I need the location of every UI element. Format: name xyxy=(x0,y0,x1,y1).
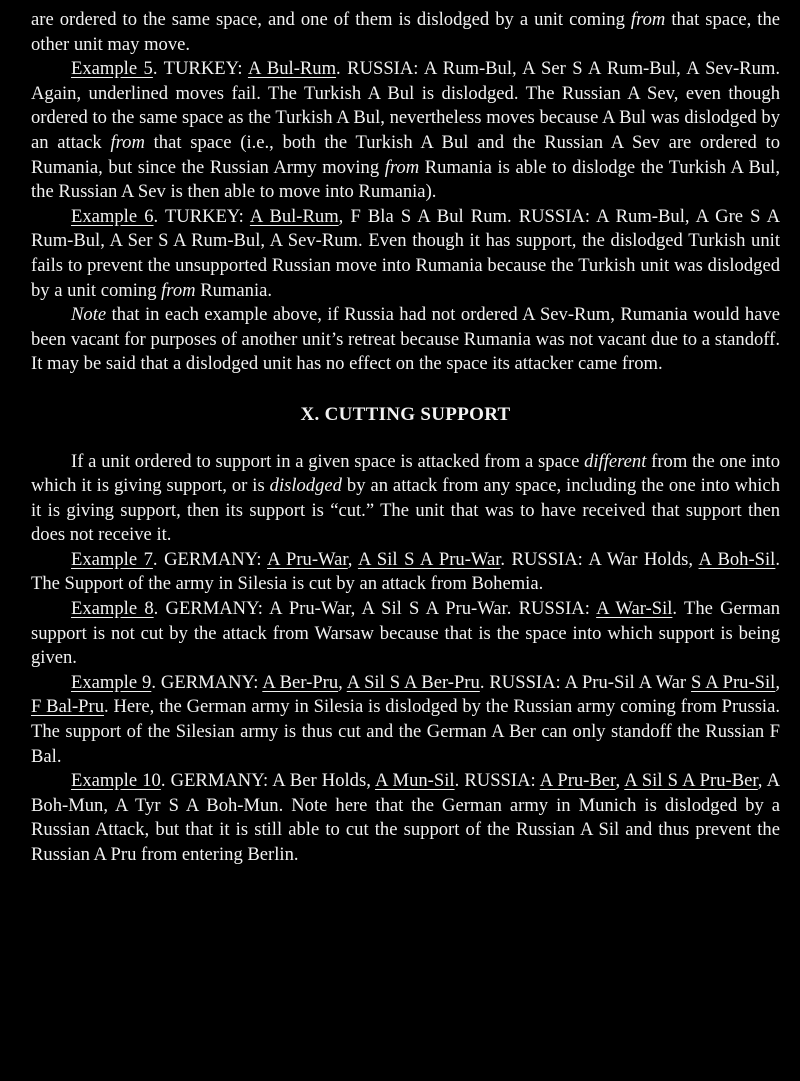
text: . GERMANY: A Pru-War, A Sil S A Pru-War. RUSSIA: xyxy=(153,598,597,620)
text: , xyxy=(615,770,625,792)
order-underlined: A Sil S A Ber-Pru xyxy=(346,671,480,693)
text: . RUSSIA: A Rum-Bul, A Ser S A Rum-Bul, A Sev-Rum. Again, underlined moves fail. The Turkish A Bul is dislodged. The Russian A Sev, even though ordered to the same space as the Turkish A Bul, nevertheless moves because A Bul was dislodged by an attack xyxy=(31,58,780,153)
example-label: Example 9 xyxy=(71,671,152,693)
order-underlined: F Bal-Pru xyxy=(31,696,105,718)
text: that space, the other unit may move. xyxy=(31,9,780,55)
text: . The German support is not cut by the attack from Warsaw because that is the space into which support is being given. xyxy=(31,598,781,669)
example-8 xyxy=(31,597,780,671)
text: . RUSSIA: xyxy=(454,770,540,792)
text: . Here, the German army in Silesia is dislodged by the Russian army coming from Prussia. The support of the Silesian army is thus cut and the German A Ber can only standoff the Russian F Bal. xyxy=(31,696,780,767)
example-label: Example 10 xyxy=(71,770,161,792)
text: . RUSSIA: A War Holds, xyxy=(500,548,699,570)
example-label: Example 7 xyxy=(71,548,153,570)
section-intro xyxy=(31,450,780,548)
order-underlined: A Ber-Pru xyxy=(262,671,339,693)
text: that space (i.e., both the Turkish A Bul and the Russian A Sev are ordered to Rumania, but since the Russian Army moving xyxy=(31,131,781,178)
order-underlined: S A Pru-Sil xyxy=(691,671,776,693)
order-underlined: A Bul-Rum xyxy=(247,58,337,80)
example-label: Example 5 xyxy=(71,58,153,80)
text: Rumania is able to dislodge the Turkish A Bul, the Russian A Sev is then able to move into Rumania). xyxy=(31,156,780,203)
emphasis-from: from xyxy=(630,9,666,30)
text: , F Bla S A Bul Rum. RUSSIA: A Rum-Bul, A Gre S A Rum-Bul, A Ser S A Rum-Bul, A Sev-Rum. Even though it has support, the dislodged Turkish unit fails to prevent the unsupported Russian move into Rumania because the Turkish unit was dislodged by a unit coming xyxy=(31,205,780,301)
emphasis-from: from xyxy=(384,156,420,178)
text: . RUSSIA: A Pru-Sil A War xyxy=(479,671,692,693)
text: . GERMANY: A Ber Holds, xyxy=(160,770,375,792)
emphasis-dislodged: dislodged xyxy=(269,475,342,497)
text: . TURKEY: xyxy=(153,205,250,227)
example-label: Example 6 xyxy=(71,205,154,227)
order-underlined: A Bul-Rum xyxy=(249,205,339,227)
order-underlined: A War-Sil xyxy=(596,598,673,620)
note-paragraph xyxy=(31,303,780,377)
text: by an attack from any space, including the one into which it is giving support, then its support is “cut.” The unit that was to have received that support then does not receive it. xyxy=(31,475,780,546)
order-underlined: A Sil S A Pru-War xyxy=(357,548,501,570)
example-5 xyxy=(31,57,780,205)
emphasis-from: from xyxy=(161,279,196,301)
order-underlined: A Pru-Ber xyxy=(539,770,616,792)
emphasis-different: different xyxy=(584,450,647,472)
text: . GERMANY: xyxy=(151,671,263,693)
text: , xyxy=(347,548,358,570)
text: , xyxy=(338,671,347,693)
order-underlined: A Sil S A Pru-Ber xyxy=(624,770,758,792)
section-heading: X. CUTTING SUPPORT xyxy=(300,403,511,425)
order-underlined: A Boh-Sil xyxy=(698,548,776,570)
text: . The Support of the army in Silesia is cut by an attack from Bohemia. xyxy=(31,548,780,595)
text: are ordered to the same space, and one of them is dislodged by a unit coming xyxy=(31,9,631,30)
example-7 xyxy=(31,548,780,597)
emphasis-from: from xyxy=(110,131,145,153)
paragraph-continuation xyxy=(31,8,780,57)
text: Rumania. xyxy=(195,279,273,301)
text: If a unit ordered to support in a given space is attacked from a space xyxy=(71,450,585,472)
example-6 xyxy=(31,205,780,303)
order-underlined: A Mun-Sil xyxy=(375,770,455,792)
text: from the one into which it is giving support, or is xyxy=(31,450,780,497)
text: that in each example above, if Russia had not ordered A Sev-Rum, Rumania would have been vacant for purposes of another unit’s retreat because Rumania was not vacant due to a standoff. It may be said that a dislodged unit has no effect on the space its attacker came from. xyxy=(31,304,780,375)
text: , xyxy=(775,671,781,693)
text: , A Boh-Mun, A Tyr S A Boh-Mun. Note here that the German army in Munich is dislodged by a Russian Attack, but that it is still able to cut the support of the Russian A Sil and thus prevent the Russian A Pru from entering Berlin. xyxy=(31,770,781,865)
example-label: Example 8 xyxy=(71,598,154,620)
text: . GERMANY: xyxy=(152,548,268,570)
example-9 xyxy=(31,671,780,769)
text: . TURKEY: xyxy=(152,58,248,80)
note-label: Note xyxy=(71,304,107,326)
example-10 xyxy=(31,769,780,867)
order-underlined: A Pru-War xyxy=(267,548,348,570)
